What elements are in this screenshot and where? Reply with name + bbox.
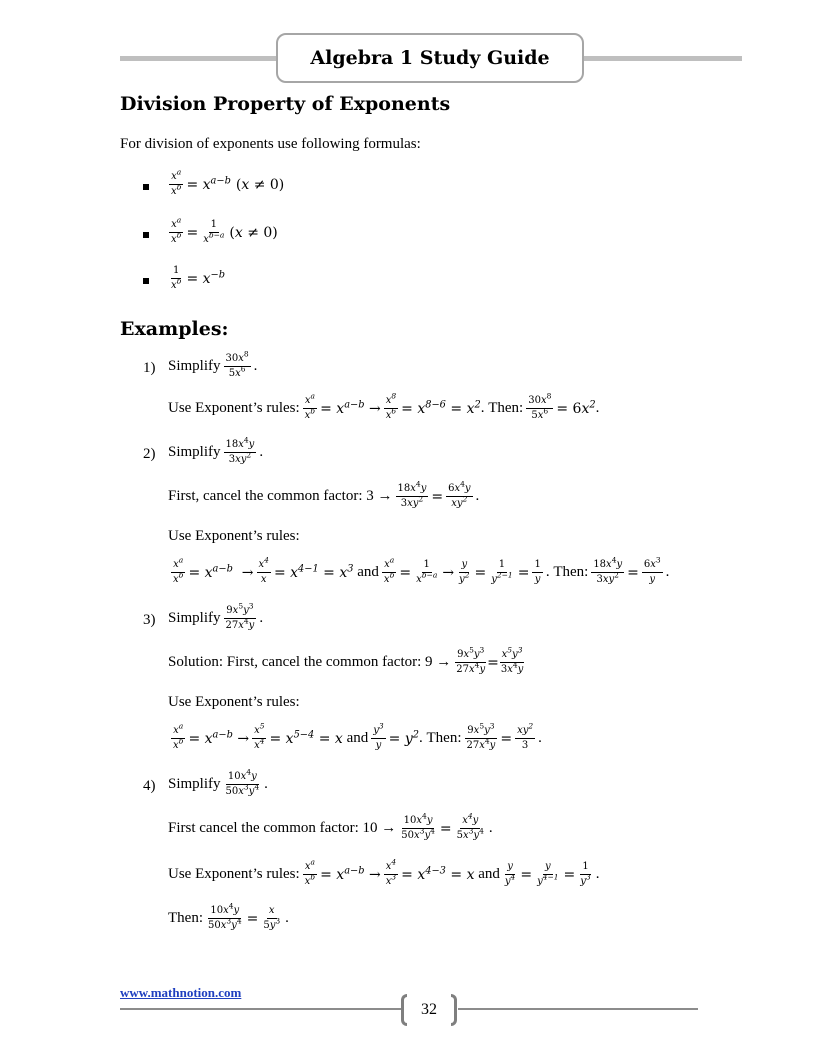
examples-title: Examples:	[120, 318, 229, 340]
example-number: 2)	[143, 446, 156, 462]
example-1-solution: Use Exponent’s rules: $\frac{x^a}{x^b}$ = $x^{a-b}$ → $\frac{x^8}{x^6}$ = $x^{8-6}$ = $x^2$ . Then: $\frac{30x^8}{5x^6}$ = 6 $x^2$ .	[168, 391, 600, 421]
simplify-label: Simplify	[168, 444, 221, 460]
example-4-result: Then: $\frac{10x^4y}{50x^3y^4}$ = $\frac{x}{5y^3}$ .	[168, 901, 289, 931]
footer-rule-right	[458, 1008, 698, 1010]
example-2-cancel: First, cancel the common factor: 3 → $\frac{18x^4y}{3xy^2}$ = $\frac{6x^4y}{xy^2}$ .	[168, 479, 480, 509]
and-label: and	[357, 564, 379, 580]
bullet-marker	[143, 278, 149, 284]
then-label: Then:	[168, 910, 203, 926]
simplify-label: Simplify	[168, 776, 221, 792]
intro-text: For division of exponents use following formulas:	[120, 136, 421, 152]
common-factor: 10	[362, 820, 378, 836]
use-rules-heading: Use Exponent’s rules:	[168, 694, 300, 710]
use-rules-label: Use Exponent’s rules:	[168, 400, 300, 416]
example-3-cancel: Solution: First, cancel the common factor: 9 → $\frac{9x^5y^3}{27x^4y}$ = $\frac{x^5y^3}{3x^4y}$	[168, 645, 524, 675]
example-4-solution: Use Exponent’s rules: $\frac{x^a}{x^b}$ = $x^{a-b}$ → $\frac{x^4}{x^3}$ = $x^{4-3}$ = x and $\frac{y}{y^4}$ = $\frac{y}{y^{4-1}}$ = $\frac{1}{y^3}$ .	[168, 857, 600, 887]
header-title: Algebra 1 Study Guide	[276, 33, 584, 83]
footer-rule-left	[120, 1008, 402, 1010]
common-factor: 3	[366, 488, 374, 504]
formula-1: $\frac{x^a}{x^b}$ = $x^{a-b}$ ( x ≠ 0)	[171, 167, 285, 197]
section-title: Division Property of Exponents	[120, 93, 451, 115]
bullet-marker	[143, 184, 149, 190]
simplify-label: Simplify	[168, 358, 221, 374]
cancel-label: First cancel the common factor:	[168, 820, 359, 836]
example-2-prompt: Simplify $\frac{18x^4y}{3xy^2}$ .	[168, 435, 264, 465]
header-rule-left	[120, 56, 278, 61]
page-number: 32	[421, 1001, 437, 1018]
formula-3: $\frac{1}{x^b}$ = $x^{-b}$	[171, 265, 226, 291]
then-label: Then:	[488, 400, 524, 416]
example-number: 1)	[143, 360, 156, 376]
common-factor: 9	[425, 654, 433, 670]
example-number: 3)	[143, 612, 156, 628]
bullet-marker	[143, 232, 149, 238]
example-number: 4)	[143, 778, 156, 794]
use-rules-heading: Use Exponent’s rules:	[168, 528, 300, 544]
then-label: Then:	[426, 730, 462, 746]
solution-cancel-label: Solution: First, cancel the common factor:	[168, 654, 422, 670]
simplify-label: Simplify	[168, 610, 221, 626]
use-rules-label: Use Exponent’s rules:	[168, 866, 300, 882]
and-label: and	[346, 730, 369, 746]
example-4-prompt: Simplify $\frac{10x^4y}{50x^3y^4}$ .	[168, 767, 268, 797]
website-link[interactable]: www.mathnotion.com	[120, 985, 242, 1000]
cancel-label: First, cancel the common factor:	[168, 488, 363, 504]
and-label: and	[478, 866, 500, 882]
example-2-solution: $\frac{x^a}{x^b}$ = $x^{a-b}$ → $\frac{x^4}{x}$ = $x^{4-1}$ = $x^3$ and $\frac{x^a}{x^b}$ = $\frac{1}{x^{b-a}}$ → $\frac{y}{y^2}$ = $\frac{1}{y^{2-1}}$ = $\frac{1}{y}$ . Then: $\frac{18x^4y}{3xy^2}$ = $\frac{6x^3}{y}$ .	[173, 555, 670, 585]
example-4-cancel: First cancel the common factor: 10 → $\frac{10x^4y}{50x^3y^4}$ = $\frac{x^4y}{5x^3y^4}$ .	[168, 811, 493, 841]
example-3-solution: $\frac{x^a}{x^b}$ = $x^{a-b}$ → $\frac{x^5}{x^4}$ = $x^{5-4}$ = x and $\frac{y^3}{y}$ = $y^2$ . Then: $\frac{9x^5y^3}{27x^4y}$ = $\frac{xy^2}{3}$ .	[173, 721, 542, 751]
example-3-prompt: Simplify $\frac{9x^5y^3}{27x^4y}$ .	[168, 601, 264, 631]
formula-2: $\frac{x^a}{x^b}$ = $\frac{1}{x^{b-a}}$ ( x ≠ 0)	[171, 215, 278, 245]
header-rule-right	[584, 56, 742, 61]
then-label: Then:	[553, 564, 589, 580]
example-1-prompt: Simplify $\frac{30x^8}{5x^6}$ .	[168, 349, 258, 379]
